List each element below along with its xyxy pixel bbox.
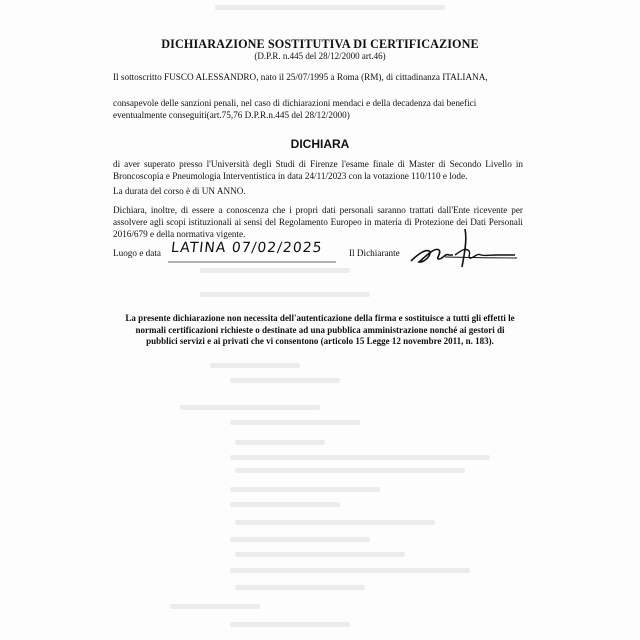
signature-image [405,225,525,270]
declarant-label: Il Dichiarante [349,248,400,258]
document-subtitle: (D.P.R. n.445 del 28/12/2000 art.46) [254,51,386,61]
place-date-handwritten: LATINA 07/02/2025 [170,240,324,256]
intro-paragraph: Il sottoscritto FUSCO ALESSANDRO, nato il 25/07/1995 a Roma (RM), di cittadinanza ITALIANA, [113,72,488,82]
date-underline [168,260,338,264]
place-date-label: Luogo e data [113,248,161,258]
declaration-paragraph: di aver superato presso l'Università degli Studi di Firenze l'esame finale di Master di Secondo Livello in Broncoscopia e Pneumologia Interventistica in data 24/11/2023 con la votazione 110/110 e lode. [113,159,523,181]
duration-paragraph: La durata del corso è di UN ANNO. [113,186,246,196]
legal-notice: La presente dichiarazione non necessita dell'autenticazione della firma e sostituisce a tutti gli effetti le normali certificazioni richieste o destinate ad una pubblica amministrazione nonché ai gestori di pubblici servizi e ai privati che vi consentono (articolo 15 Legge 12 novembre 2011, n. 183). [125,313,515,346]
section-heading: DICHIARA [290,137,350,151]
document-title: DICHIARAZIONE SOSTITUTIVA DI CERTIFICAZIONE [161,37,479,51]
awareness-paragraph: consapevole delle sanzioni penali, nel caso di dichiarazioni mendaci e della decadenza dai benefici eventualmente conseguiti(art.75,76 D.P.R.n.445 del 28/12/2000) [113,98,477,120]
privacy-paragraph: Dichiara, inoltre, di essere a conoscenza che i propri dati personali saranno trattati dall'Ente ricevente per assolvere agli scopi istituzionali ai sensi del Regolamento Europeo in materia di Protezione dei Dati Personali 2016/679 e della normativa vigente. [113,205,523,239]
